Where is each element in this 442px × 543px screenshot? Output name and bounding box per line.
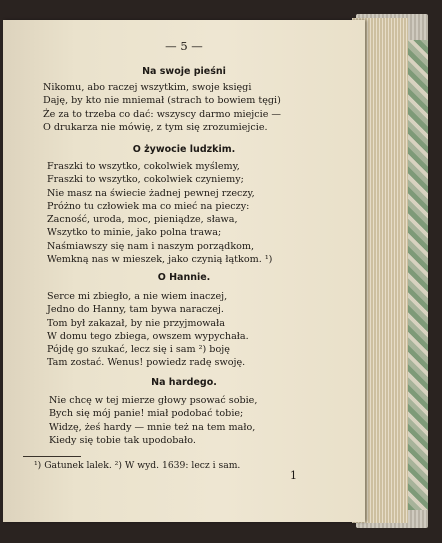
- poem-line: Widzę, żeś hardy — mnie też na tem mało,: [49, 421, 256, 433]
- poem-line: W domu tego zbiega, owszem wypychała.: [47, 330, 249, 342]
- poem-text: [47, 290, 249, 370]
- poem-line: Że za to trzeba co dać: wszyscy darmo miejcie —: [43, 108, 282, 120]
- poem-line: Fraszki to wszytko, cokolwiek czyniemy;: [47, 174, 244, 186]
- poem-line: Serce mi zbiegło, a nie wiem inaczej,: [47, 291, 228, 302]
- poem-line: Tam zostać. Wenus! powiedz radę swoję.: [47, 357, 246, 369]
- poem-line: Naśmiawszy się nam i naszym porządkom,: [47, 240, 255, 252]
- poem-title: O Hannie.: [157, 272, 211, 283]
- signature-mark: 1: [290, 469, 297, 482]
- poem-text: [47, 160, 272, 266]
- poem-line: Próżno tu człowiek ma co mieć na pieczy:: [47, 200, 250, 212]
- page-number: — 5 —: [165, 39, 203, 53]
- cover-pattern: [408, 40, 428, 510]
- poem-line: Wszytko to minie, jako polna trawa;: [47, 227, 222, 239]
- poem-title: Na swoje pieśni: [142, 66, 226, 77]
- poem-line: Nie chcę w tej mierze głowy psować sobie,: [49, 395, 258, 406]
- poem-line: Nikomu, abo raczej wszytkim, swoje księgi: [43, 82, 252, 93]
- poem-line: Nie masz na świecie żadnej pewnej rzeczy,: [47, 187, 255, 199]
- poem-line: Kiedy się tobie tak upodobało.: [49, 434, 196, 446]
- poem-line: Tom był zakazał, by nie przyjmowała: [47, 317, 225, 329]
- poem-text: [43, 81, 281, 134]
- poem-line: Zacność, uroda, moc, pieniądze, sława,: [47, 214, 238, 226]
- poem-line: Bych się mój panie! miał podobać tobie;: [49, 408, 244, 420]
- poem-text: [49, 394, 257, 447]
- poem-line: O drukarza nie mówię, z tym się zrozumiejcie.: [43, 121, 268, 133]
- poem-line: Wemkną nas w mieszek, jako czynią łątkom. ¹): [47, 254, 273, 266]
- poem-line: Jedno do Hanny, tam bywa naraczej.: [47, 304, 224, 316]
- footnote: ¹) Gatunek lalek. ²) W wyd. 1639: lecz i sam.: [34, 460, 241, 471]
- footnote-rule: [23, 456, 81, 457]
- poem-line: Daję, by kto nie mniemał (strach to bowiem tęgi): [43, 95, 281, 107]
- book-page: [3, 20, 365, 522]
- poem-line: Fraszki to wszytko, cokolwiek myślemy,: [47, 161, 240, 172]
- poem-line: Pójdę go szukać, lecz się i sam ²) boję: [47, 344, 230, 356]
- poem-title: O żywocie ludzkim.: [132, 144, 236, 155]
- poem-title: Na hardego.: [151, 377, 217, 388]
